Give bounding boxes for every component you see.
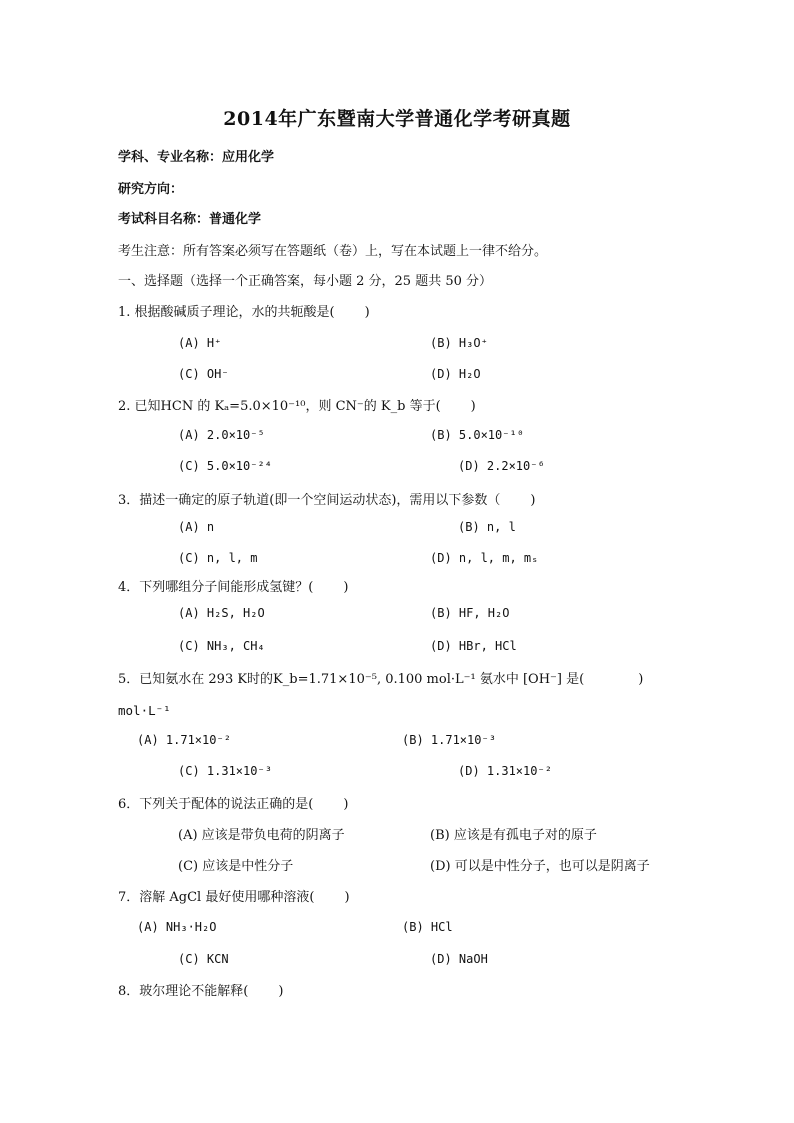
q1-option-c: (C) OH⁻ [178,367,229,381]
q5-option-d: (D) 1.31×10⁻² [458,764,552,778]
q2-option-a: (A) 2.0×10⁻⁵ [178,428,265,442]
question-6 [118,793,348,812]
question-stem: 5．已知氨水在 293 K时的K_b=1.71×10⁻⁵, 0.100 mol·L⁻¹ 氨水中 [OH⁻] 是( [118,672,585,687]
q6-option-c: (C) 应该是中性分子 [178,859,294,874]
question-stem: 2. 已知HCN 的 Kₐ=5.0×10⁻¹⁰，则 CN⁻的 K_b 等于( [118,399,441,414]
q6-option-b: (B) 应该是有孤电子对的原子 [430,828,597,843]
q4-option-b: (B) HF, H₂O [430,606,510,620]
q2-option-d: (D) 2.2×10⁻⁶ [458,459,545,473]
answer-close: ) [343,797,349,812]
section-heading: 一、选择题（选择一个正确答案，每小题 2 分，25 题共 50 分） [118,274,493,289]
question-8 [118,980,283,999]
q5-option-a: (A) 1.71×10⁻² [137,733,231,747]
question-stem: 7．溶解 AgCl 最好使用哪种溶液( [118,890,315,905]
answer-close: ) [344,890,350,905]
q3-option-c: (C) n, l, m [178,551,258,565]
question-stem: 1. 根据酸碱质子理论，水的共轭酸是( [118,305,335,320]
q7-option-c: (C) KCN [178,952,229,966]
q3-option-b: (B) n, l [458,520,516,534]
q6-option-d: (D) 可以是中性分子，也可以是阴离子 [430,859,650,874]
q2-option-c: (C) 5.0×10⁻²⁴ [178,459,272,473]
direction-line: 研究方向： [118,182,184,197]
q3-option-d: (D) n, l, m, mₛ [430,551,539,565]
q5-option-c: (C) 1.31×10⁻³ [178,764,272,778]
answer-close: ) [470,399,476,414]
q7-option-a: (A) NH₃·H₂O [137,920,217,934]
q4-option-a: (A) H₂S, H₂O [178,606,265,620]
question-stem: 6．下列关于配体的说法正确的是( [118,797,314,812]
q4-option-d: (D) HBr, HCl [430,639,517,653]
question-2 [118,395,476,414]
subject-line: 考试科目名称：普通化学 [118,212,262,227]
q2-option-b: (B) 5.0×10⁻¹⁰ [430,428,524,442]
q1-option-d: (D) H₂O [430,367,481,381]
question-7 [118,886,350,905]
q1-option-a: (A) H⁺ [178,336,222,350]
question-stem: 3．描述一确定的原子轨道(即一个空间运动状态)，需用以下参数（ [118,493,501,508]
major-line: 学科、专业名称：应用化学 [118,150,275,165]
question-1 [118,301,370,320]
question-4 [118,576,348,595]
q7-option-b: (B) HCl [402,920,453,934]
answer-close: ) [530,493,536,508]
question-3 [118,489,536,508]
question-stem: 4．下列哪组分子间能形成氢键？( [118,580,314,595]
question-5 [118,668,643,687]
q1-option-b: (B) H₃O⁺ [430,336,488,350]
q5-option-b: (B) 1.71×10⁻³ [402,733,496,747]
question-stem: 8．玻尔理论不能解释( [118,984,249,999]
q4-option-c: (C) NH₃, CH₄ [178,639,265,653]
answer-close: ) [364,305,370,320]
notice-line: 考生注意：所有答案必须写在答题纸（卷）上，写在本试题上一律不给分。 [118,244,548,259]
q6-option-a: (A) 应该是带负电荷的阴离子 [178,828,345,843]
answer-close: ) [278,984,284,999]
page-title: 2014年广东暨南大学普通化学考研真题 [223,108,571,130]
answer-close: ) [638,672,644,687]
q5-unit: mol·L⁻¹ [118,703,171,718]
q3-option-a: (A) n [178,520,215,534]
answer-close: ) [343,580,349,595]
q7-option-d: (D) NaOH [430,952,488,966]
